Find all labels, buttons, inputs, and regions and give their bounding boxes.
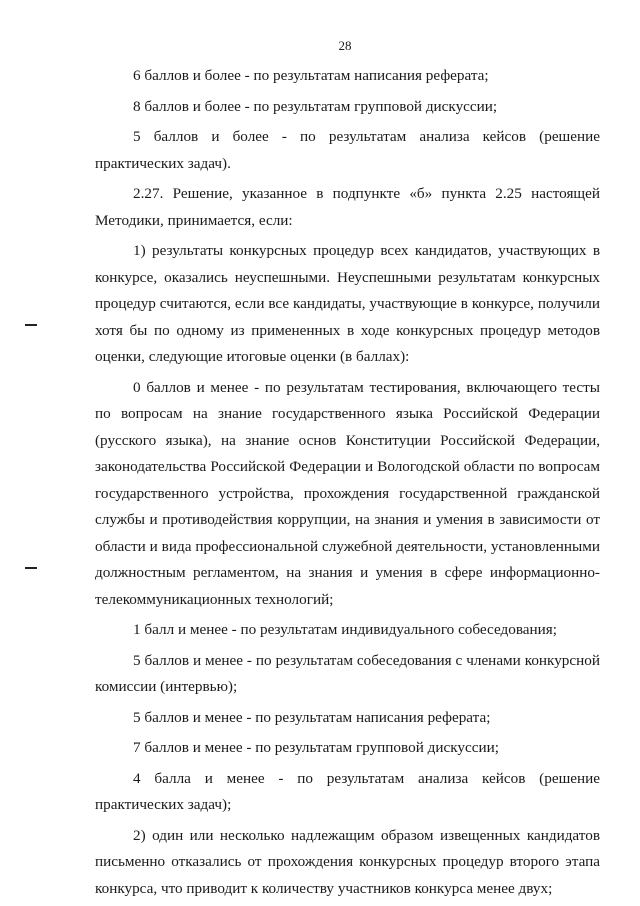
paragraph-5: 1) результаты конкурсных процедур всех кандидатов, участвующих в конкурсе, оказались неуспешными. Неуспешными результатам конкурсных процедур считаются, если все кандидаты, участвующие в конкурсе, получили хотя бы по одному из примененных в ходе конкурсных процедур методов оценки, следующие итоговые оценки (в баллах): bbox=[95, 242, 600, 365]
paragraph-3: 5 баллов и более - по результатам анализа кейсов (решение практических задач). bbox=[95, 128, 600, 172]
margin-mark-2 bbox=[25, 567, 37, 569]
paragraph-10: 7 баллов и менее - по результатам групповой дискуссии; bbox=[133, 739, 499, 756]
paragraph-4: 2.27. Решение, указанное в подпункте «б» пункта 2.25 настоящей Методики, принимается, если: bbox=[95, 185, 600, 229]
paragraph-7: 1 балл и менее - по результатам индивидуального собеседования; bbox=[133, 621, 558, 638]
paragraph-9: 5 баллов и менее - по результатам написания реферата; bbox=[133, 708, 491, 726]
paragraph-2: 8 баллов и более - по результатам групповой дискуссии; bbox=[133, 97, 498, 115]
paragraph-12: 2) один или несколько надлежащим образом извещенных кандидатов письменно отказались от прохождения конкурсных процедур второго этапа конкурса, что приводит к количеству участников конкурса менее двух; bbox=[95, 826, 600, 897]
paragraph-6: 0 баллов и менее - по результатам тестирования, включающего тесты по вопросам на знание государственного языка Российской Федерации (русского языка), на знание основ Конституции Российской Федерации, законодательства Российской Федерации и Вологодской области по вопросам государственного устройства, прохождения государственной гражданской службы и противодействия коррупции, на знания и умения в зависимости от области и вида профессиональной служебной деятельности, установленными должностным регламентом, на знания и умения в сфере информационно-телекоммуникационных технологий; bbox=[95, 378, 600, 608]
paragraph-1: 6 баллов и более - по результатам написания реферата; bbox=[133, 67, 489, 84]
paragraph-11: 4 балла и менее - по результатам анализа кейсов (решение практических задач); bbox=[95, 769, 600, 813]
paragraph-8: 5 баллов и менее - по результатам собеседования с членами конкурсной комиссии (интервью); bbox=[95, 651, 600, 695]
margin-mark-1 bbox=[25, 324, 37, 326]
page-number: 28 bbox=[338, 38, 352, 53]
document-body bbox=[95, 63, 600, 906]
